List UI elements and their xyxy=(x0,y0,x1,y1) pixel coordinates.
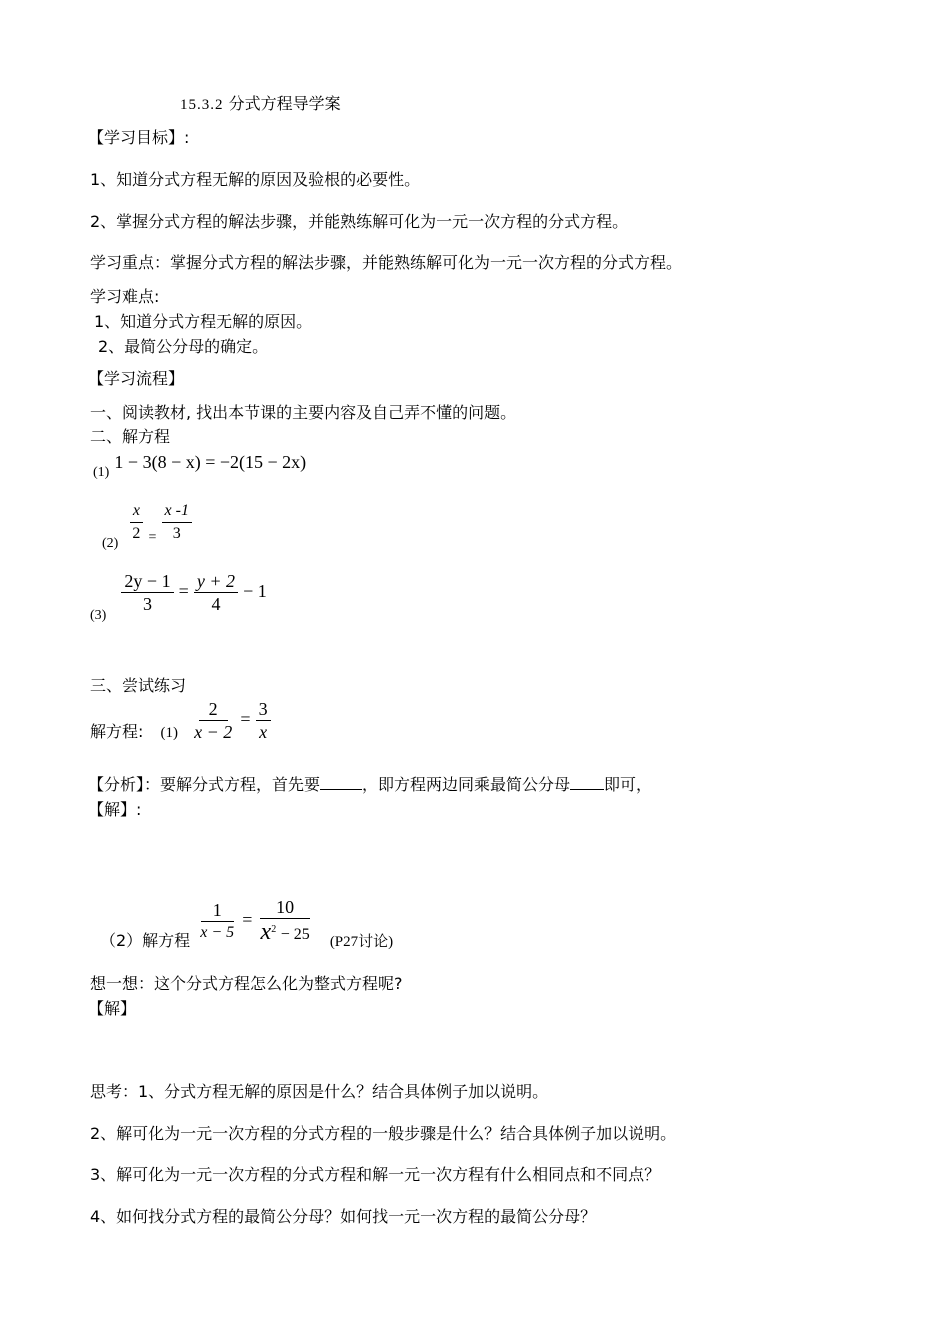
denominator: 3 xyxy=(172,525,181,542)
difficulty-item: 2、最简公分母的确定。 xyxy=(98,337,269,356)
numerator: 2 xyxy=(199,698,228,721)
step-one: 一、阅读教材, 找出本节课的主要内容及自己弄不懂的问题。 xyxy=(90,403,517,422)
title-number: 15.3.2 xyxy=(180,97,224,113)
equation-expression: 1 − 3(8 − x) = −2(15 − 2x) xyxy=(114,452,307,472)
fraction-right xyxy=(258,896,313,946)
question-item: 2、解可化为一元一次方程的分式方程的一般步骤是什么？结合具体例子加以说明。 xyxy=(90,1124,677,1143)
denominator: x xyxy=(259,722,268,742)
numerator: 10 xyxy=(260,896,310,919)
analysis-text-b: ，即方程两边同乘最简公分母 xyxy=(362,775,571,794)
denominator: 4 xyxy=(211,594,221,614)
answer-blank[interactable] xyxy=(570,789,604,790)
numerator: y + 2 xyxy=(194,570,238,593)
equals-sign: = xyxy=(178,581,189,601)
objective-item: 2、掌握分式方程的解法步骤，并能熟练解可化为一元一次方程的分式方程。 xyxy=(90,212,629,231)
equals-sign: = xyxy=(240,709,251,729)
exponent: 2 xyxy=(271,924,277,935)
denominator: 3 xyxy=(143,594,152,614)
analysis xyxy=(88,775,652,795)
difficulty-header: 学习难点: xyxy=(90,287,160,306)
equation-label: (1) xyxy=(93,465,110,480)
question-item: 4、如何找分式方程的最简公分母？如何找一元一次方程的最简公分母？ xyxy=(90,1207,597,1226)
page-reference: (P27讨论) xyxy=(329,933,394,950)
page-title xyxy=(180,94,341,115)
think-question: 想一想：这个分式方程怎么化为整式方程呢? xyxy=(90,974,403,993)
denominator xyxy=(258,919,313,946)
solution-label: 【解】: xyxy=(88,800,142,819)
denominator: 2 xyxy=(132,525,141,542)
numerator: x -1 xyxy=(162,500,192,523)
difficulty-item: 1、知道分式方程无解的原因。 xyxy=(94,312,313,331)
equation-3 xyxy=(90,570,267,623)
denominator-rest: − 25 xyxy=(280,926,310,943)
equation-1 xyxy=(93,452,307,480)
equation-label: (2) xyxy=(102,536,119,551)
numerator: x xyxy=(130,500,143,523)
fraction-right xyxy=(162,500,192,545)
analysis-text-c: 即可， xyxy=(604,775,653,794)
equation-2 xyxy=(102,500,192,551)
question-item: 3、解可化为一元一次方程的分式方程和解一元一次方程有什么相同点和不同点？ xyxy=(90,1165,661,1184)
objective-item: 1、知道分式方程无解的原因及验根的必要性。 xyxy=(90,170,421,189)
step-three: 三、尝试练习 xyxy=(90,676,187,695)
title-text: 分式方程导学案 xyxy=(228,94,341,113)
denominator: x − 2 xyxy=(194,722,233,742)
fraction-right xyxy=(256,698,271,743)
practice-label: （2）解方程 xyxy=(100,930,191,950)
question-item: 思考：1、分式方程无解的原因是什么？结合具体例子加以说明。 xyxy=(90,1082,549,1101)
fraction-left xyxy=(197,899,237,944)
numerator: 2y − 1 xyxy=(121,570,173,593)
fraction-right xyxy=(194,570,238,615)
equals-sign: = xyxy=(148,530,157,545)
equation-tail: − 1 xyxy=(243,581,267,601)
fraction-left xyxy=(129,500,143,545)
objectives-header: 【学习目标】: xyxy=(88,128,190,147)
key-point: 学习重点：掌握分式方程的解法步骤，并能熟练解可化为一元一次方程的分式方程。 xyxy=(90,253,683,272)
practice-prefix: 解方程: xyxy=(90,722,144,741)
numerator: 3 xyxy=(256,698,271,721)
numerator: 1 xyxy=(201,899,234,922)
practice-2 xyxy=(100,896,394,950)
analysis-text-a: 【分析】：要解分式方程，首先要 xyxy=(88,775,321,794)
fraction-left xyxy=(191,698,235,743)
answer-blank[interactable] xyxy=(320,789,362,790)
denominator: x − 5 xyxy=(200,923,235,941)
fraction-left xyxy=(121,570,173,615)
process-header: 【学习流程】 xyxy=(88,369,185,388)
practice-label: (1) xyxy=(160,725,178,741)
step-two: 二、解方程 xyxy=(90,427,171,446)
practice-1 xyxy=(90,698,271,743)
solution-label: 【解】 xyxy=(88,999,137,1018)
equation-label: (3) xyxy=(90,608,107,623)
variable-x: x xyxy=(260,919,272,945)
equals-sign: = xyxy=(242,909,253,930)
